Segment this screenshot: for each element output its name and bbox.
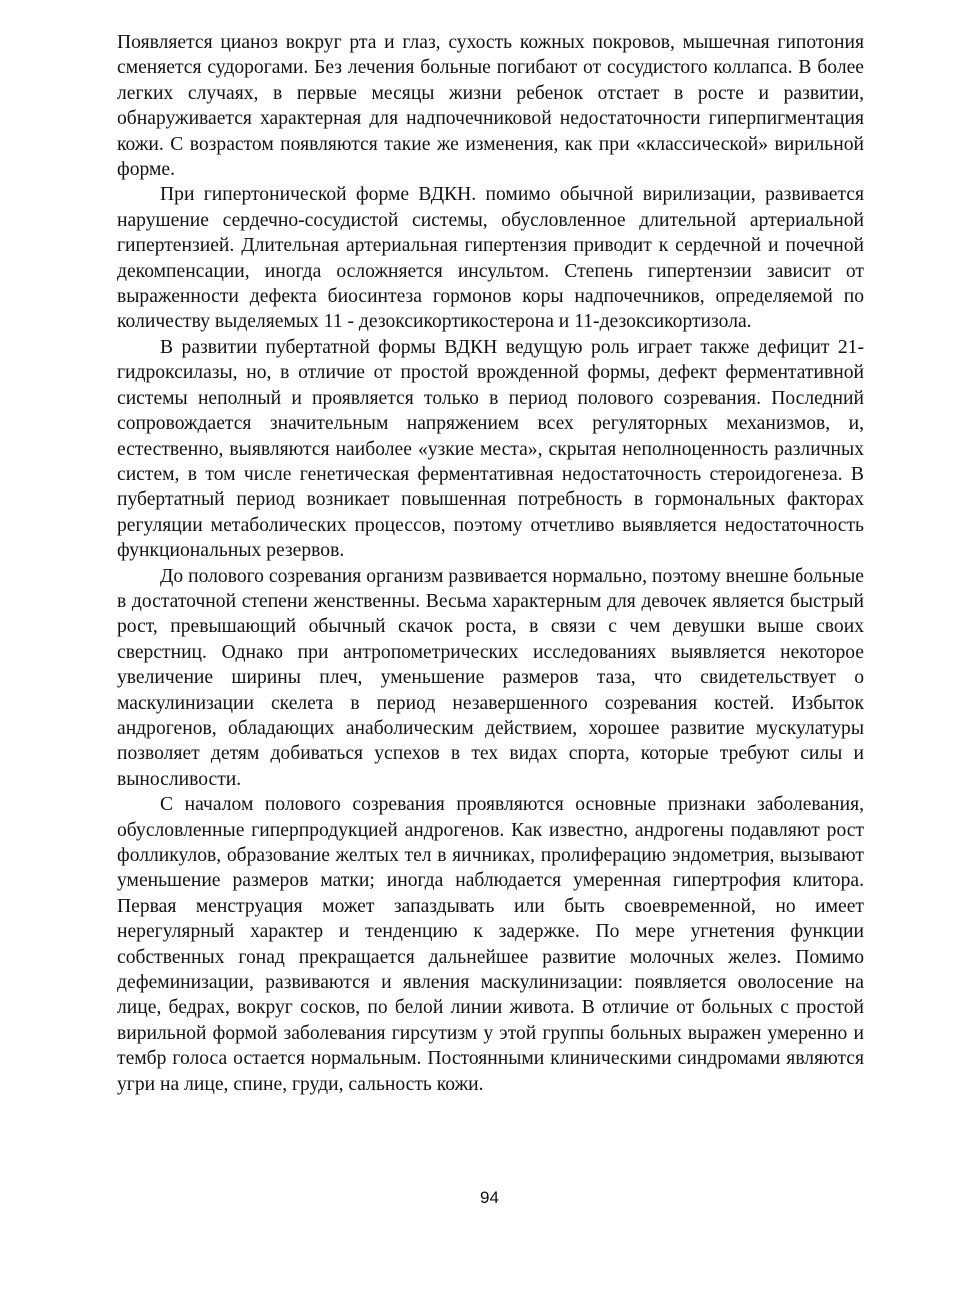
page-number: 94: [480, 1188, 499, 1207]
paragraph-4: До полового созревания организм развивается нормально, поэтому внешне больные в достаточной степени женственны. Весьма характерным для девочек является быстрый рост, превышающий обычный скачок роста, в связи с чем девушки выше своих сверстниц. Однако при антропометрических исследованиях выявляется некоторое увеличение ширины плеч, уменьшение размеров таза, что свидетельствует о маскулинизации скелета в период незавершенного созревания костей. Избыток андрогенов, обладающих анаболическим действием, хорошее развитие мускулатуры позволяет детям добиваться успехов в тех видах спорта, которые требуют силы и выносливости.: [117, 565, 864, 790]
body-text: [117, 30, 864, 1097]
paragraph-5: С началом полового созревания проявляются основные признаки заболевания, обусловленные гиперпродукцией андрогенов. Как известно, андрогены подавляют рост фолликулов, образование желтых тел в яичниках, пролиферацию эндометрия, вызывают уменьшение размеров матки; иногда наблюдается умеренная гипертрофия клитора. Первая менструация может запаздывать или быть своевременной, но имеет нерегулярный характер и тенденцию к задержке. По мере угнетения функции собственных гонад прекращается дальнейшее развитие молочных желез. Помимо дефеминизации, развиваются и явления маскулинизации: появляется оволосение на лице, бедрах, вокруг сосков, по белой линии живота. В отличие от больных с простой вирильной формой заболевания гирсутизм у этой группы больных выражен умеренно и тембр голоса остается нормальным. Постоянными клиническими синдромами являются угри на лице, спине, груди, сальность кожи.: [117, 794, 864, 1095]
paragraph-3: В развитии пубертатной формы ВДКН ведущую роль играет также дефицит 21-гидроксилазы, но, в отличие от простой врожденной формы, дефект ферментативной системы неполный и проявляется только в период полового созревания. Последний сопровождается значительным напряжением всех регуляторных механизмов, и, естественно, выявляются наиболее «узкие места», скрытая неполноценность различных систем, в том числе генетическая ферментативная недостаточность стероидогенеза. В пубертатный период возникает повышенная потребность в гормональных факторах регуляции метаболических процессов, поэтому отчетливо выявляется недостаточность функциональных резервов.: [117, 336, 864, 562]
paragraph-1: Появляется цианоз вокруг рта и глаз, сухость кожных покровов, мышечная гипотония сменяется судорогами. Без лечения больные погибают от сосудистого коллапса. В более легких случаях, в первые месяцы жизни ребенок отстает в росте и развитии, обнаруживается характерная для надпочечниковой недостаточности гиперпигментация кожи. С возрастом появляются такие же изменения, как при «классической» вирильной форме.: [117, 32, 864, 181]
paragraph-2: При гипертонической форме ВДКН. помимо обычной вирилизации, развивается нарушение сердечно-сосудистой системы, обусловленное длительной артериальной гипертензией. Длительная артериальная гипертензия приводит к сердечной и почечной декомпенсации, иногда осложняется инсультом. Степень гипертензии зависит от выраженности дефекта биосинтеза гормонов коры надпочечников, определяемой по количеству выделяемых 11 - дезоксикортикостерона и 11-дезоксикортизола.: [117, 184, 864, 333]
